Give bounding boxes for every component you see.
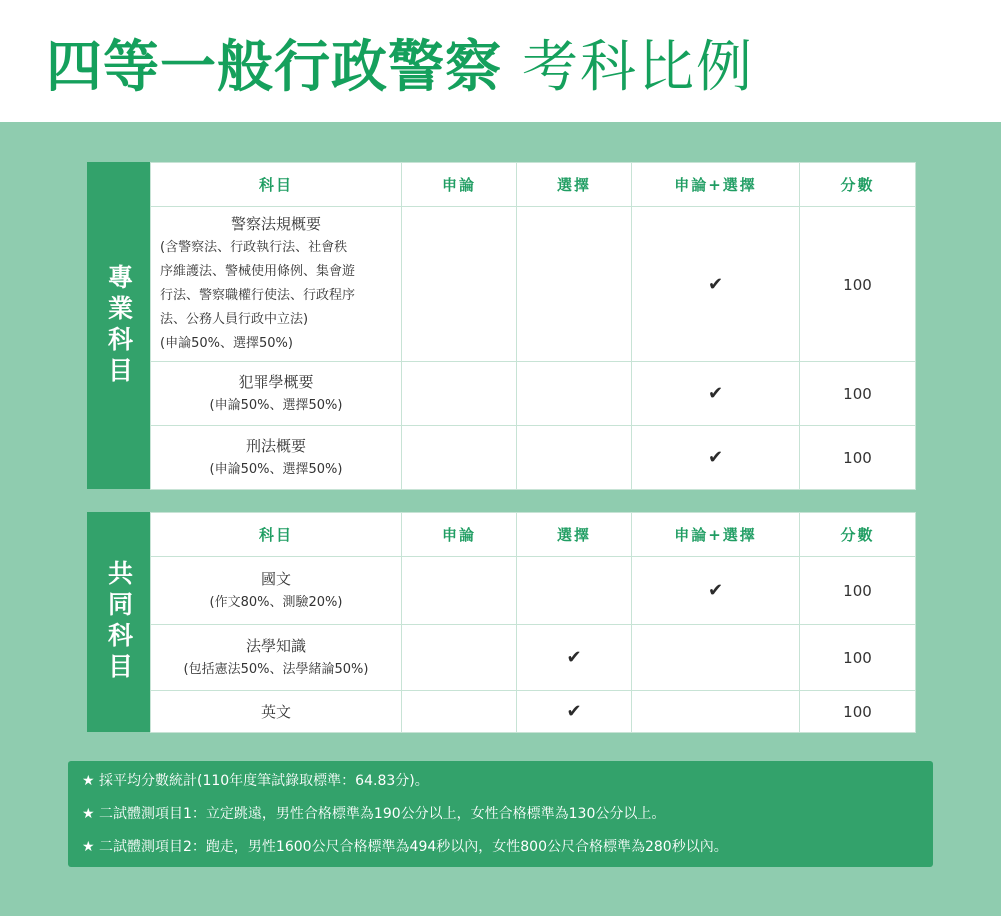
header-essay: 申論 [402,513,517,557]
title-main: 四等一般行政警察 [46,35,502,100]
subject-cell [151,362,402,426]
essay-choice-cell [632,557,800,625]
subject-detail: 行法、警察職權行使法、行政程序 [160,288,356,303]
score-cell: 100 [800,557,916,625]
header-essay-choice: 申論+選擇 [632,163,800,207]
section-label: 共同科目 [87,512,150,732]
subject-table [150,512,916,733]
header-choice: 選擇 [517,163,632,207]
notes-panel [68,761,933,867]
check-icon: ✔ [707,383,724,404]
score-cell: 100 [800,625,916,691]
essay-choice-cell [632,362,800,426]
header [0,0,1001,122]
header-choice: 選擇 [517,513,632,557]
check-icon: ✔ [566,701,582,722]
subject-detail: (含警察法、行政執行法、社會秩 [160,240,348,255]
essay-cell [402,362,517,426]
subject-cell [151,426,402,490]
check-icon: ✔ [707,580,724,601]
essay-cell [402,691,517,733]
essay-choice-cell [632,207,800,362]
essay-cell [402,557,517,625]
note-item: ★ 二試體測項目1：立定跳遠，男性合格標準為190公分以上，女性合格標準為130公分以上。 [82,806,666,822]
section-label: 專業科目 [87,162,150,489]
choice-cell [517,625,632,691]
subject-cell [151,691,402,733]
essay-choice-cell [632,426,800,490]
essay-choice-cell [632,691,800,733]
section-common [87,512,915,732]
note-item: ★ 二試體測項目2：跑走，男性1600公尺合格標準為494秒以內，女性800公尺合格標準為280秒以內。 [82,839,728,855]
check-icon: ✔ [707,447,724,468]
subject-name: 英文 [260,702,291,721]
title-sub: 考科比例 [522,35,754,100]
subject-detail: 法、公務人員行政中立法) [160,312,309,327]
essay-choice-cell [632,625,800,691]
subject-cell [151,625,402,691]
score-cell: 100 [800,362,916,426]
header-essay: 申論 [402,163,517,207]
subject-detail: (申論50%、選擇50%) [209,461,343,477]
essay-cell [402,426,517,490]
table-header-row [151,163,916,207]
choice-cell [517,557,632,625]
choice-cell [517,362,632,426]
subject-name: 警察法規概要 [230,215,321,233]
table-row [151,426,916,490]
table-header-row [151,513,916,557]
essay-cell [402,207,517,362]
essay-cell [402,625,517,691]
subject-detail: (申論50%、選擇50%) [209,397,343,413]
subject-detail: (作文80%、測驗20%) [209,594,343,610]
header-essay-choice: 申論+選擇 [632,513,800,557]
subject-name: 犯罪學概要 [238,372,314,391]
check-icon: ✔ [707,273,724,295]
subject-table [150,162,916,490]
score-cell: 100 [800,426,916,490]
choice-cell [517,691,632,733]
page-title [46,30,754,106]
note-item: ★ 採平均分數統計(110年度筆試錄取標準：64.83分)。 [82,773,429,789]
subject-name: 刑法概要 [245,436,306,455]
subject-detail: 序維護法、警械使用條例、集會遊 [160,264,356,279]
header-score: 分數 [800,163,916,207]
check-icon: ✔ [566,647,582,668]
table-row [151,625,916,691]
subject-name: 法學知識 [245,636,306,655]
subject-detail: (包括憲法50%、法學緒論50%) [183,661,369,677]
table-row [151,691,916,733]
score-cell: 100 [800,207,916,362]
subject-detail: (申論50%、選擇50%) [160,336,293,351]
header-score: 分數 [800,513,916,557]
header-subject: 科目 [151,163,402,207]
table-row [151,362,916,426]
choice-cell [517,426,632,490]
subject-name: 國文 [260,569,291,588]
choice-cell [517,207,632,362]
section-professional [87,162,915,489]
header-subject: 科目 [151,513,402,557]
table-row [151,207,916,362]
subject-cell [151,207,402,362]
score-cell: 100 [800,691,916,733]
table-row [151,557,916,625]
subject-cell [151,557,402,625]
